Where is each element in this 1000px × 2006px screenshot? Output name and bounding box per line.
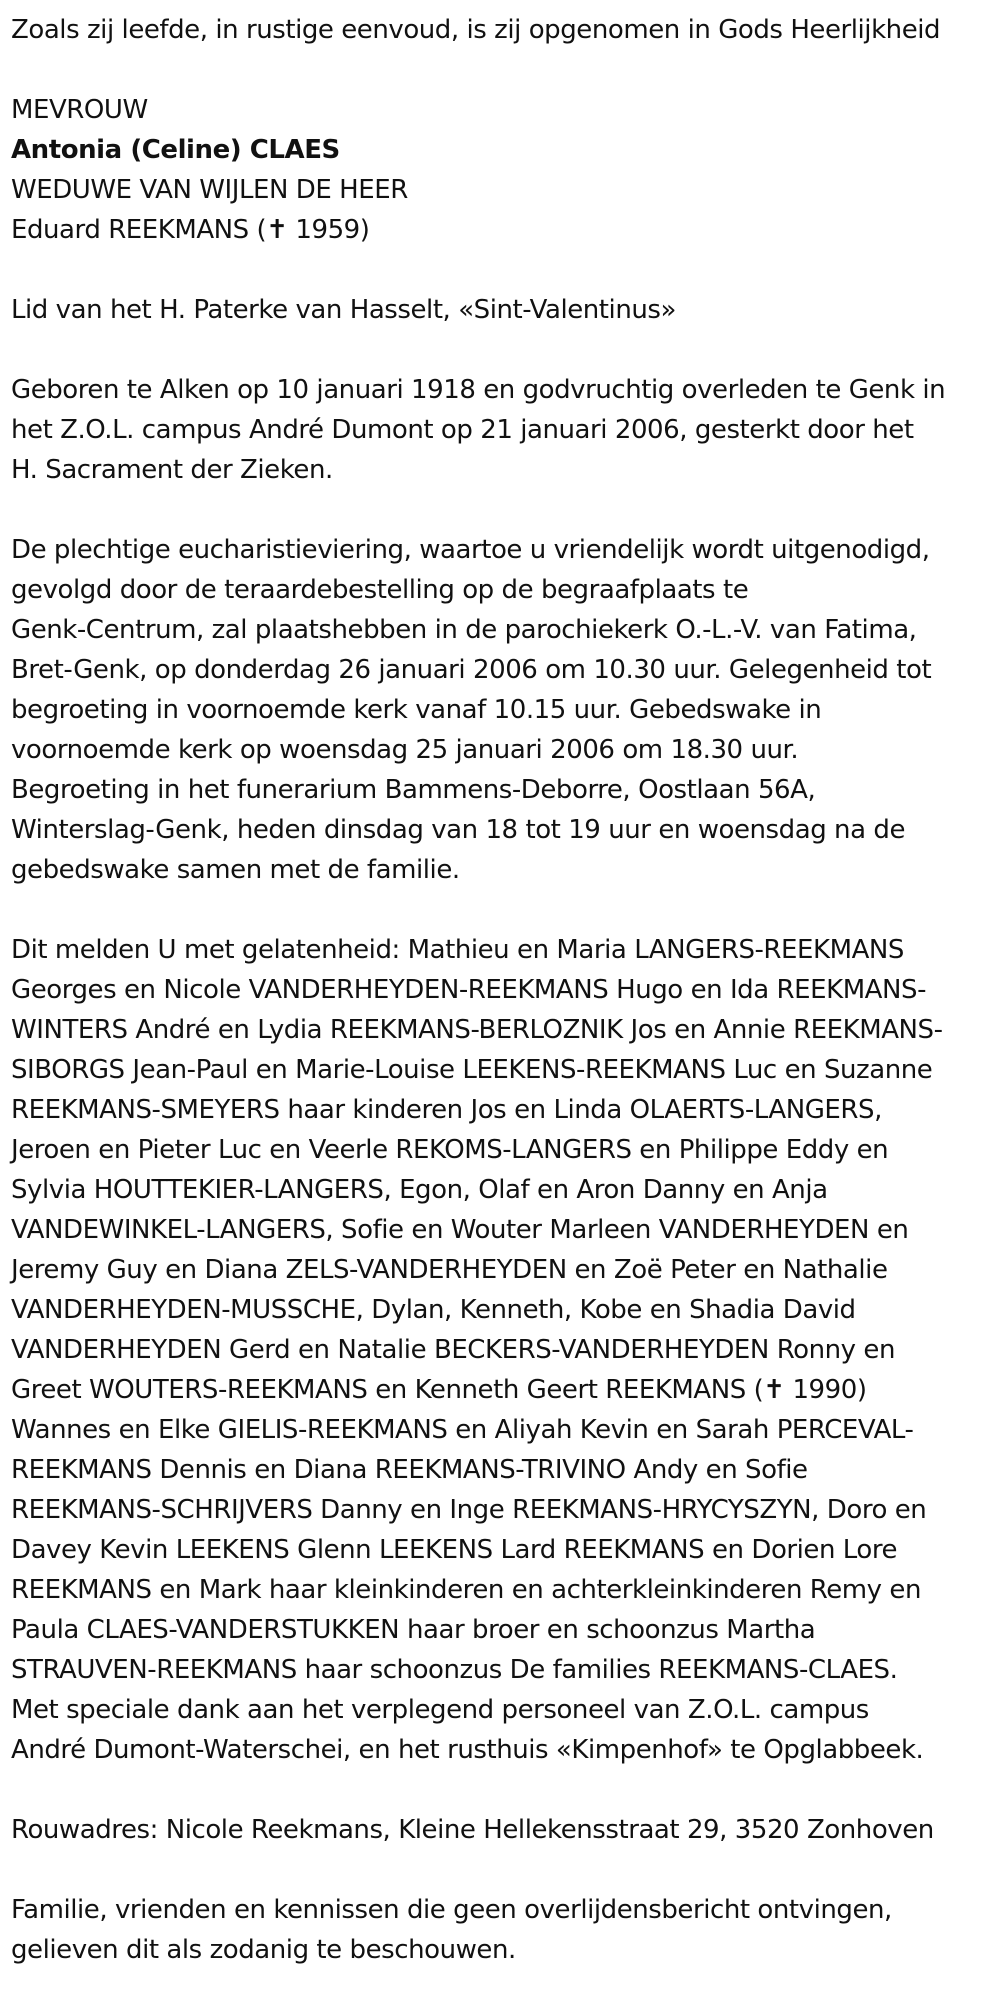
spacer <box>11 1770 988 1810</box>
spacer <box>11 1850 988 1890</box>
family-paragraph <box>11 930 988 1770</box>
ceremony-paragraph <box>11 530 988 890</box>
paragraph-line: Met speciale dank aan het verplegend personeel van Z.O.L. campus <box>11 1695 869 1725</box>
paragraph-line: Geboren te Alken op 10 januari 1918 en godvruchtig overleden te Genk in <box>11 375 946 405</box>
spacer <box>11 890 988 930</box>
paragraph-line: begroeting in voornoemde kerk vanaf 10.15 uur. Gebedswake in <box>11 695 822 725</box>
paragraph-line: Sylvia HOUTTEKIER-LANGERS, Egon, Olaf en Aron Danny en Anja <box>11 1175 828 1205</box>
address-line: Rouwadres: Nicole Reekmans, Kleine Hellekensstraat 29, 3520 Zonhoven <box>11 1815 934 1845</box>
paragraph-line: Jeroen en Pieter Luc en Veerle REKOMS-LANGERS en Philippe Eddy en <box>11 1135 889 1165</box>
paragraph-line: REEKMANS-SMEYERS haar kinderen Jos en Linda OLAERTS-LANGERS, <box>11 1095 882 1125</box>
closing-paragraph <box>11 1890 988 1970</box>
widow-line: WEDUWE VAN WIJLEN DE HEER <box>11 175 408 205</box>
title-line: MEVROUW <box>11 95 148 125</box>
paragraph-line: SIBORGS Jean-Paul en Marie-Louise LEEKENS-REEKMANS Luc en Suzanne <box>11 1055 933 1085</box>
paragraph-line: het Z.O.L. campus André Dumont op 21 januari 2006, gesterkt door het <box>11 415 914 445</box>
spacer <box>11 330 988 370</box>
paragraph-line: Jeremy Guy en Diana ZELS-VANDERHEYDEN en Zoë Peter en Nathalie <box>11 1255 888 1285</box>
husband-line: Eduard REEKMANS (✝ 1959) <box>11 215 370 245</box>
paragraph-line: VANDERHEYDEN Gerd en Natalie BECKERS-VANDERHEYDEN Ronny en <box>11 1335 896 1365</box>
heading-line: Zoals zij leefde, in rustige eenvoud, is zij opgenomen in Gods Heerlijkheid <box>11 15 941 45</box>
paragraph-line: gelieven dit als zodanig te beschouwen. <box>11 1935 516 1965</box>
spacer <box>11 490 988 530</box>
paragraph-line: Dit melden U met gelatenheid: Mathieu en Maria LANGERS-REEKMANS <box>11 935 904 965</box>
paragraph-line: gevolgd door de teraardebestelling op de begraafplaats te <box>11 575 749 605</box>
paragraph-line: Georges en Nicole VANDERHEYDEN-REEKMANS Hugo en Ida REEKMANS- <box>11 975 926 1005</box>
paragraph-line: STRAUVEN-REEKMANS haar schoonzus De families REEKMANS-CLAES. <box>11 1655 898 1685</box>
paragraph-line: André Dumont-Waterschei, en het rusthuis «Kimpenhof» te Opglabbeek. <box>11 1735 924 1765</box>
spacer <box>11 250 988 290</box>
paragraph-line: REEKMANS en Mark haar kleinkinderen en achterkleinkinderen Remy en <box>11 1575 921 1605</box>
paragraph-line: Winterslag-Genk, heden dinsdag van 18 tot 19 uur en woensdag na de <box>11 815 905 845</box>
paragraph-line: VANDEWINKEL-LANGERS, Sofie en Wouter Marleen VANDERHEYDEN en <box>11 1215 909 1245</box>
paragraph-line: REEKMANS-SCHRIJVERS Danny en Inge REEKMANS-HRYCYSZYN, Doro en <box>11 1495 927 1525</box>
paragraph-line: voornoemde kerk op woensdag 25 januari 2006 om 18.30 uur. <box>11 735 799 765</box>
paragraph-line: WINTERS André en Lydia REEKMANS-BERLOZNIK Jos en Annie REEKMANS- <box>11 1015 943 1045</box>
deceased-name: Antonia (Celine) CLAES <box>11 135 340 165</box>
paragraph-line: H. Sacrament der Zieken. <box>11 455 333 485</box>
paragraph-line: Greet WOUTERS-REEKMANS en Kenneth Geert REEKMANS (✝ 1990) <box>11 1375 867 1405</box>
paragraph-line: Bret-Genk, op donderdag 26 januari 2006 om 10.30 uur. Gelegenheid tot <box>11 655 932 685</box>
paragraph-line: REEKMANS Dennis en Diana REEKMANS-TRIVINO Andy en Sofie <box>11 1455 808 1485</box>
paragraph-line: Wannes en Elke GIELIS-REEKMANS en Aliyah Kevin en Sarah PERCEVAL- <box>11 1415 914 1445</box>
spacer <box>11 50 988 90</box>
paragraph-line: De plechtige eucharistieviering, waartoe u vriendelijk wordt uitgenodigd, <box>11 535 930 565</box>
paragraph-line: gebedswake samen met de familie. <box>11 855 460 885</box>
membership-line: Lid van het H. Paterke van Hasselt, «Sint-Valentinus» <box>11 295 676 325</box>
paragraph-line: Familie, vrienden en kennissen die geen overlijdensbericht ontvingen, <box>11 1895 892 1925</box>
paragraph-line: Davey Kevin LEEKENS Glenn LEEKENS Lard REEKMANS en Dorien Lore <box>11 1535 898 1565</box>
birth-death-paragraph <box>11 370 988 490</box>
paragraph-line: Paula CLAES-VANDERSTUKKEN haar broer en schoonzus Martha <box>11 1615 816 1645</box>
paragraph-line: VANDERHEYDEN-MUSSCHE, Dylan, Kenneth, Kobe en Shadia David <box>11 1295 856 1325</box>
paragraph-line: Genk-Centrum, zal plaatshebben in de parochiekerk O.-L.-V. van Fatima, <box>11 615 917 645</box>
paragraph-line: Begroeting in het funerarium Bammens-Deborre, Oostlaan 56A, <box>11 775 816 805</box>
